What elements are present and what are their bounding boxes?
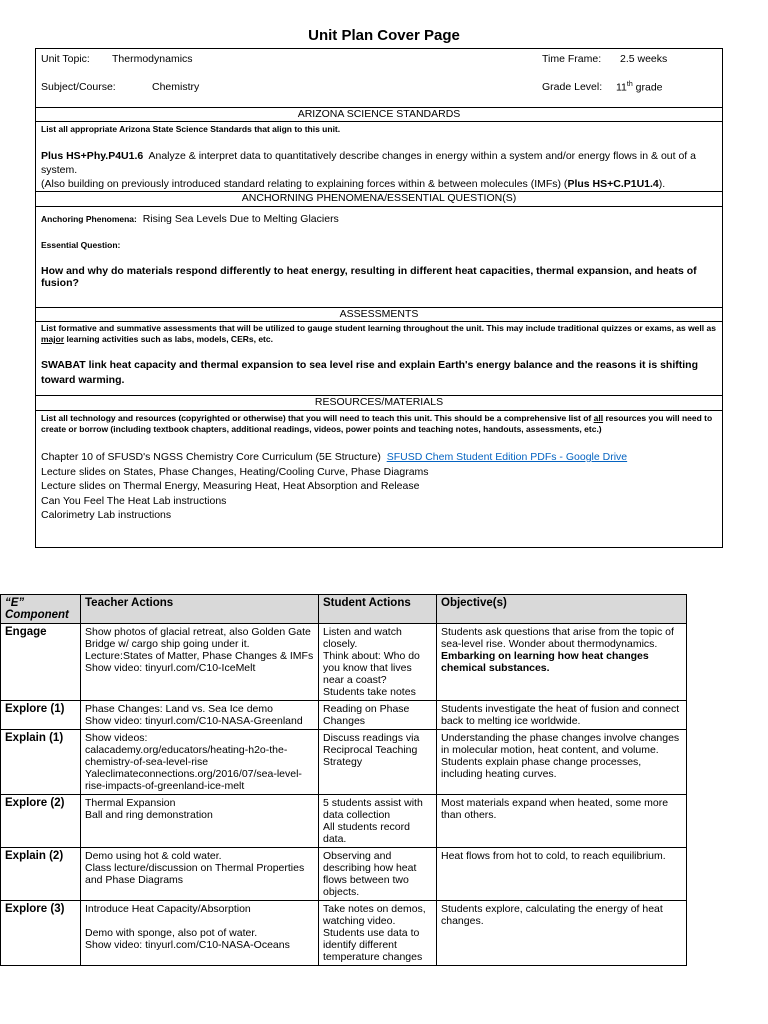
cell-line: 5 students assist with data collection: [323, 797, 423, 821]
teacher-actions-cell: [81, 701, 319, 730]
student-actions-cell: [319, 848, 437, 901]
student-actions-cell: [319, 795, 437, 848]
standards-instructions: List all appropriate Arizona State Science Standards that align to this unit.: [41, 124, 341, 134]
col-header-objectives: Objective(s): [437, 595, 687, 624]
cell-line: Demo using hot & cold water.: [85, 850, 222, 862]
student-actions-cell: [319, 901, 437, 966]
assessment-swabat: SWABAT link heat capacity and thermal expansion to sea level rise and explain Earth's energy balance and the reasons it is shifting toward warming.: [41, 359, 699, 386]
cell-line: Students explore, calculating the energy of heat changes.: [441, 903, 663, 927]
anchoring-phenomena: Anchoring Phenomena: Rising Sea Levels Due to Melting Glaciers: [41, 213, 339, 225]
table-row: [1, 795, 687, 848]
subject-value: Chemistry: [152, 81, 200, 93]
essential-question-label: Essential Question:: [41, 240, 121, 250]
cell-line: Heat flows from hot to cold, to reach equilibrium.: [441, 850, 666, 862]
cell-line: Phase Changes: Land vs. Sea Ice demo: [85, 703, 273, 715]
assessments-heading: ASSESSMENTS: [339, 308, 419, 320]
cell-line: Students explain phase change processes, including heating curves.: [441, 756, 642, 780]
assessments-instructions: List formative and summative assessments that will be utilized to gauge student learning throughout the unit. This may include traditional quizzes or exams, as well as major learning activities such as labs, models, CERs, etc.: [41, 323, 716, 344]
cell-line: All students record data.: [323, 821, 410, 845]
resource-item: Chapter 10 of SFUSD's NGSS Chemistry Core Curriculum (5E Structure) SFUSD Chem Student Edition PDFs - Google Drive: [41, 451, 628, 463]
e-component-cell: Engage: [1, 624, 81, 701]
cell-line: Show videos:: [85, 732, 148, 744]
cell-line: Students ask questions that arise from the topic of sea-level rise. Wonder about thermodynamics.: [441, 626, 674, 650]
page-title: Unit Plan Cover Page: [308, 27, 460, 44]
col-header-e-component: “E” Component: [1, 595, 81, 624]
cell-line: Students use data to identify different temperature changes: [323, 927, 423, 963]
essential-question-text: How and why do materials respond differently to heat energy, resulting in different heat capacities, thermal expansion, and heats of fusion?: [41, 265, 697, 289]
cell-line: Show video: tinyurl.com/C10-NASA-Oceans: [85, 939, 290, 951]
resources-instructions: List all technology and resources (copyrighted or otherwise) that you will need to teach this unit. This should be a comprehensive list of all resources you will need to create or borrow (including textbook chapters, additional readings, videos, power points and teaching notes, handouts, assessments, etc.): [41, 413, 713, 434]
cell-line: Listen and watch closely.: [323, 626, 402, 650]
cell-line: Reading on Phase Changes: [323, 703, 410, 727]
unit-topic-label: Unit Topic:: [41, 53, 90, 65]
cell-line: [85, 915, 314, 927]
cell-line: Introduce Heat Capacity/Absorption: [85, 903, 251, 915]
table-row: [1, 730, 687, 795]
cell-line: Think about: Who do you know that lives near a coast?: [323, 650, 420, 686]
table-row: [1, 624, 687, 701]
standard-secondary: (Also building on previously introduced standard relating to explaining forces within & between molecules (IMFs) (Plus HS+C.P1U1.4).: [41, 178, 666, 190]
col-header-student-actions: Student Actions: [319, 595, 437, 624]
objective-cell: [437, 848, 687, 901]
resource-item: Lecture slides on Thermal Energy, Measuring Heat, Heat Absorption and Release: [41, 480, 420, 492]
table-row: [1, 848, 687, 901]
cell-line: Yaleclimateconnections.org/2016/07/sea-level-rise-impacts-of-greenland-ice-melt: [85, 768, 302, 792]
time-frame-value: 2.5 weeks: [620, 53, 668, 65]
five-e-table: [0, 594, 687, 966]
resources-list: [41, 450, 627, 523]
e-component-cell: Explain (2): [1, 848, 81, 901]
cell-line: Class lecture/discussion on Thermal Properties and Phase Diagrams: [85, 862, 305, 886]
unit-topic-value: Thermodynamics: [112, 53, 193, 65]
e-component-cell: Explain (1): [1, 730, 81, 795]
cell-line: Ball and ring demonstration: [85, 809, 213, 821]
cell-line: Show video: tinyurl.com/C10-NASA-Greenland: [85, 715, 303, 727]
cell-line: Observing and describing how heat flows between two objects.: [323, 850, 417, 898]
cell-line: calacademy.org/educators/heating-h2o-the-chemistry-of-sea-level-rise: [85, 744, 288, 768]
objective-cell: [437, 701, 687, 730]
resource-item: Calorimetry Lab instructions: [41, 509, 172, 521]
table-row: [1, 701, 687, 730]
teacher-actions-cell: [81, 901, 319, 966]
e-component-cell: Explore (2): [1, 795, 81, 848]
subject-label: Subject/Course:: [41, 81, 116, 93]
time-frame-label: Time Frame:: [542, 53, 602, 65]
e-component-cell: Explore (3): [1, 901, 81, 966]
table-header-row: [1, 595, 687, 624]
resource-item: Lecture slides on States, Phase Changes, Heating/Cooling Curve, Phase Diagrams: [41, 465, 429, 478]
teacher-actions-cell: [81, 848, 319, 901]
cell-line: Students investigate the heat of fusion and connect back to melting ice worldwide.: [441, 703, 680, 727]
student-actions-cell: [319, 701, 437, 730]
objective-cell: [437, 730, 687, 795]
objective-cell: [437, 901, 687, 966]
resource-drive-link[interactable]: SFUSD Chem Student Edition PDFs - Google Drive: [386, 451, 628, 463]
cell-line: Thermal Expansion: [85, 797, 176, 809]
cell-line: Take notes on demos, watching video.: [323, 903, 426, 927]
phenomena-heading: ANCHORNING PHENOMENA/ESSENTIAL QUESTION(S): [241, 192, 517, 204]
objective-bold-line: Embarking on learning how heat changes chemical substances.: [441, 650, 649, 674]
resource-item: Can You Feel The Heat Lab instructions: [41, 494, 227, 507]
standard-primary: Plus HS+Phy.P4U1.6 Analyze & interpret data to quantitatively describe changes in energy within a system and/or energy flows in & out of a system.: [41, 150, 696, 176]
table-row: [1, 901, 687, 966]
cell-line: Demo with sponge, also pot of water.: [85, 927, 258, 939]
teacher-actions-cell: [81, 730, 319, 795]
col-header-teacher-actions: Teacher Actions: [81, 595, 319, 624]
student-actions-cell: [319, 624, 437, 701]
resources-heading: RESOURCES/MATERIALS: [314, 396, 444, 408]
e-component-cell: Explore (1): [1, 701, 81, 730]
cell-line: Students take notes: [323, 686, 416, 698]
cover-box: [35, 48, 723, 548]
grade-value: 11th grade: [616, 81, 663, 94]
cell-line: Most materials expand when heated, some more than others.: [441, 797, 669, 821]
grade-label: Grade Level:: [542, 81, 603, 93]
standards-heading: ARIZONA SCIENCE STANDARDS: [297, 108, 461, 120]
cell-line: Discuss readings via Reciprocal Teaching Strategy: [323, 732, 420, 768]
cell-line: Lecture:States of Matter, Phase Changes & IMFs: [85, 650, 314, 662]
objective-cell: [437, 624, 687, 701]
cell-line: Show photos of glacial retreat, also Golden Gate Bridge w/ cargo ship going under it.: [85, 626, 311, 650]
objective-cell: [437, 795, 687, 848]
student-actions-cell: [319, 730, 437, 795]
teacher-actions-cell: [81, 795, 319, 848]
cell-line: Understanding the phase changes involve changes in molecular motion, heat content, and volume.: [441, 732, 680, 756]
cell-line: Show video: tinyurl.com/C10-IceMelt: [85, 662, 256, 674]
teacher-actions-cell: [81, 624, 319, 701]
